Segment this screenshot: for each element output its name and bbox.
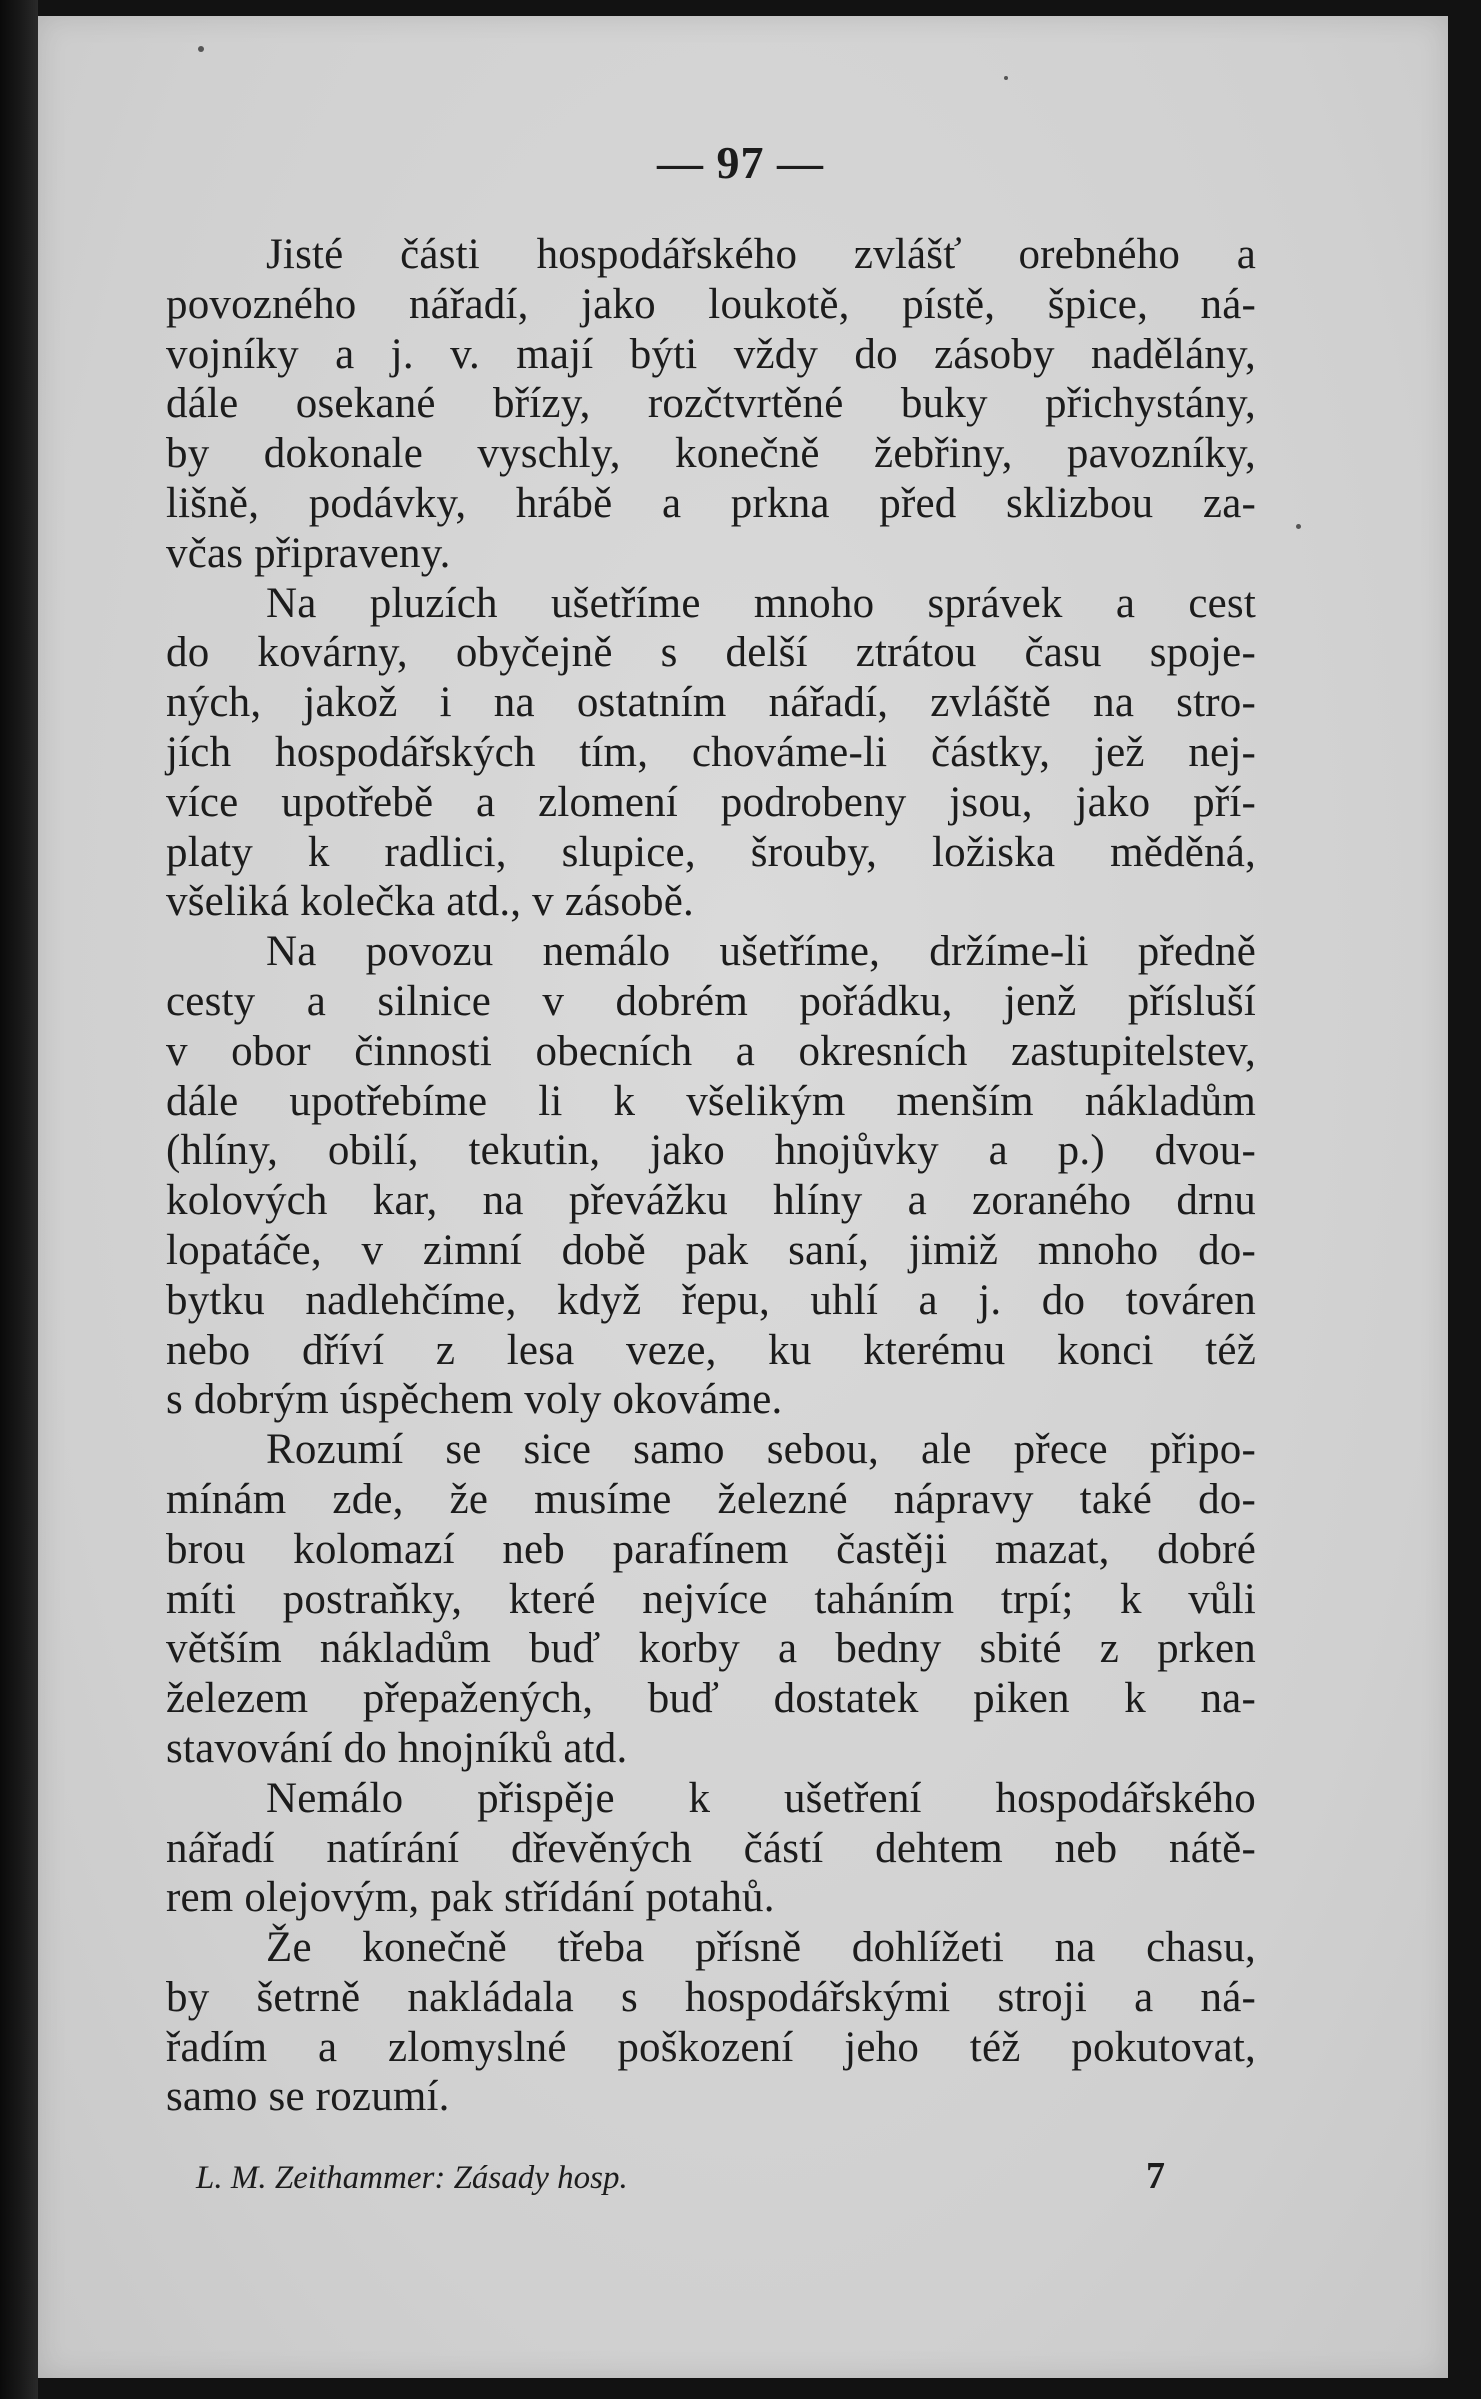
text-line: povozného nářadí, jako loukotě, pístě, špice, ná- — [166, 280, 1256, 328]
text-line: železem přepažených, buď dostatek piken k na- — [166, 1675, 1256, 1723]
text-line: do kovárny, obyčejně s delší ztrátou času spoje- — [166, 629, 1256, 677]
text-line: samo se rozumí. — [166, 2073, 450, 2121]
text-line: bytku nadlehčíme, když řepu, uhlí a j. do továren — [166, 1276, 1256, 1324]
text-line: s dobrým úspěchem voly okováme. — [166, 1376, 783, 1424]
text-line: by dokonale vyschly, konečně žebřiny, pavozníky, — [166, 430, 1256, 478]
text-line: vojníky a j. v. mají býti vždy do zásoby nadělány, — [166, 330, 1256, 378]
page-number: — 97 — — [657, 137, 824, 188]
text-line: brou kolomazí neb parafínem častěji mazat, dobré — [166, 1525, 1256, 1573]
text-line: nářadí natírání dřevěných částí dehtem neb nátě- — [166, 1824, 1256, 1872]
paper-speck — [1296, 524, 1301, 529]
text-line: Na pluzích ušetříme mnoho správek a cest — [266, 579, 1256, 627]
text-line: větším nákladům buď korby a bedny sbité z prken — [166, 1625, 1256, 1673]
text-line: Nemálo přispěje k ušetření hospodářského — [266, 1774, 1256, 1822]
text-line: více upotřebě a zlomení podrobeny jsou, jako pří- — [166, 778, 1256, 826]
text-line: míti postraňky, které nejvíce taháním trpí; k vůli — [166, 1575, 1256, 1623]
text-line: dále osekané břízy, rozčtvrtěné buky přichystány, — [166, 380, 1256, 428]
text-line: platy k radlici, slupice, šrouby, ložiska měděná, — [166, 828, 1256, 876]
text-line: Že konečně třeba přísně dohlížeti na chasu, — [266, 1924, 1256, 1972]
footer — [196, 2155, 1176, 2197]
text-line: řadím a zlomyslné poškození jeho též pokutovat, — [166, 2023, 1256, 2071]
paper-speck — [198, 46, 204, 52]
text-line: Rozumí se sice samo sebou, ale přece připo- — [266, 1426, 1256, 1474]
text-line: mínám zde, že musíme železné nápravy také do- — [166, 1475, 1256, 1523]
book-spine-edge — [0, 0, 38, 2399]
signature-mark: 7 — [1146, 2155, 1165, 2197]
text-line: v obor činnosti obecních a okresních zastupitelstev, — [166, 1027, 1256, 1075]
text-line: kolových kar, na převážku hlíny a zoraného drnu — [166, 1177, 1256, 1225]
text-line: Na povozu nemálo ušetříme, držíme-li předně — [266, 928, 1256, 976]
text-line: dále upotřebíme li k všelikým menším nákladům — [166, 1077, 1256, 1125]
text-line: by šetrně nakládala s hospodářskými stroji a ná- — [166, 1973, 1256, 2021]
text-line: (hlíny, obilí, tekutin, jako hnojůvky a p.) dvou- — [166, 1127, 1256, 1175]
body-text — [166, 230, 1256, 2122]
text-line: stavování do hnojníků atd. — [166, 1724, 628, 1772]
text-line: rem olejovým, pak střídání potahů. — [166, 1874, 775, 1922]
text-line: lopatáče, v zimní době pak saní, jimiž mnoho do- — [166, 1226, 1256, 1274]
paper-speck — [1004, 76, 1008, 80]
text-line: ných, jakož i na ostatním nářadí, zvláště na stro- — [166, 679, 1256, 727]
text-line: nebo dříví z lesa veze, ku kterému konci též — [166, 1326, 1256, 1374]
text-line: všeliká kolečka atd., v zásobě. — [166, 878, 694, 926]
text-line: včas připraveny. — [166, 529, 451, 577]
text-line: Jisté části hospodářského zvlášť orebného a — [266, 231, 1256, 278]
text-line: lišně, podávky, hrábě a prkna před sklizbou za- — [166, 479, 1256, 527]
text-line: jích hospodářských tím, chováme-li částky, jež nej- — [166, 728, 1256, 776]
text-line: cesty a silnice v dobrém pořádku, jenž přísluší — [166, 977, 1256, 1025]
footer-author-title: L. M. Zeithammer: Zásady hosp. — [196, 2160, 628, 2196]
